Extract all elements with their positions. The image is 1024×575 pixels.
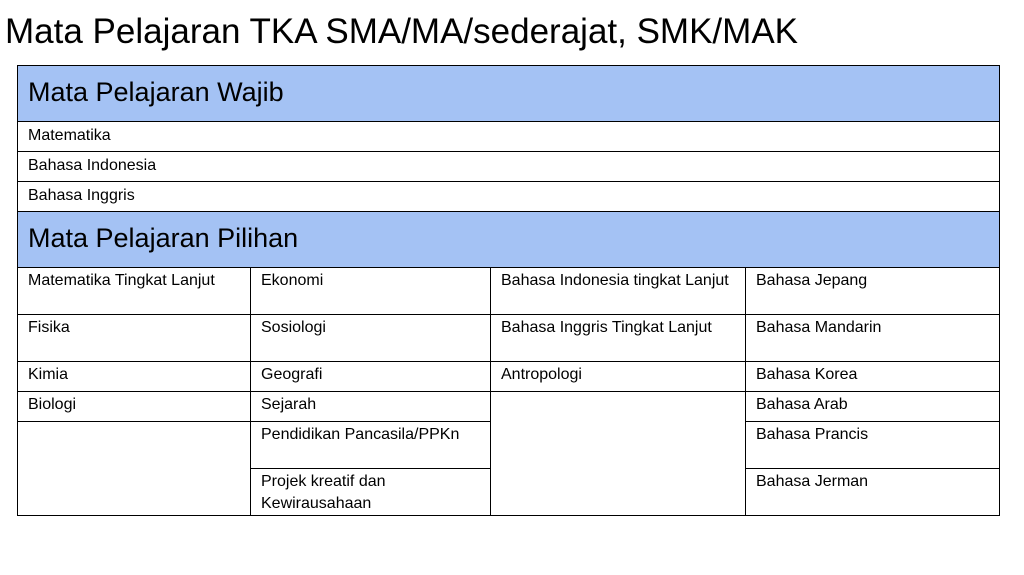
table-row <box>18 315 1000 362</box>
pilihan-item: Sosiologi <box>251 315 491 362</box>
pilihan-item: Antropologi <box>491 362 746 392</box>
table-row <box>18 392 1000 422</box>
pilihan-item: Kimia <box>18 362 251 392</box>
pilihan-item: Matematika Tingkat Lanjut <box>18 268 251 315</box>
pilihan-item: Bahasa Inggris Tingkat Lanjut <box>491 315 746 362</box>
pilihan-item: Bahasa Prancis <box>746 422 1000 469</box>
pilihan-item: Ekonomi <box>251 268 491 315</box>
pilihan-item: Pendidikan Pancasila/PPKn <box>251 422 491 469</box>
pilihan-item: Bahasa Indonesia tingkat Lanjut <box>491 268 746 315</box>
wajib-item: Bahasa Inggris <box>18 182 1000 212</box>
empty-cell <box>18 422 251 516</box>
pilihan-item: Bahasa Arab <box>746 392 1000 422</box>
pilihan-item: Bahasa Korea <box>746 362 1000 392</box>
wajib-item: Matematika <box>18 122 1000 152</box>
pilihan-item: Projek kreatif dan Kewirausahaan <box>251 469 491 516</box>
pilihan-item: Sejarah <box>251 392 491 422</box>
pilihan-header-row <box>18 212 1000 268</box>
subjects-table <box>17 65 1000 516</box>
pilihan-item: Fisika <box>18 315 251 362</box>
table-row <box>18 122 1000 152</box>
pilihan-heading: Mata Pelajaran Pilihan <box>18 212 1000 268</box>
wajib-heading: Mata Pelajaran Wajib <box>18 66 1000 122</box>
pilihan-item: Biologi <box>18 392 251 422</box>
pilihan-item: Bahasa Mandarin <box>746 315 1000 362</box>
pilihan-item: Bahasa Jepang <box>746 268 1000 315</box>
wajib-header-row <box>18 66 1000 122</box>
table-row <box>18 152 1000 182</box>
pilihan-item: Geografi <box>251 362 491 392</box>
table-row <box>18 268 1000 315</box>
page-title: Mata Pelajaran TKA SMA/MA/sederajat, SMK/MAK <box>5 12 799 51</box>
pilihan-item: Bahasa Jerman <box>746 469 1000 516</box>
table-row <box>18 362 1000 392</box>
empty-cell <box>491 392 746 516</box>
wajib-item: Bahasa Indonesia <box>18 152 1000 182</box>
table-row <box>18 182 1000 212</box>
